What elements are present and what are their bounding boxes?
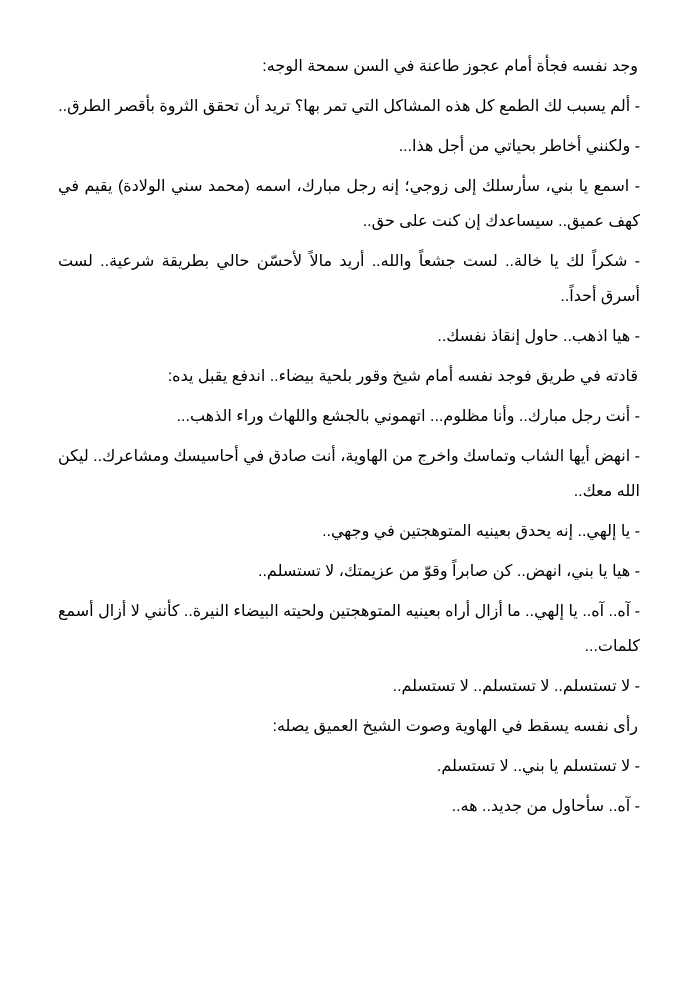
- paragraph-dialogue: - آه.. آه.. يا إلهي.. ما أزال أراه بعينيه المتوهجتين ولحيته البيضاء النيرة.. كأنني لا أزال أسمع كلمات...: [58, 603, 640, 655]
- paragraph-dialogue: - آه.. سأحاول من جديد.. هه..: [451, 798, 640, 815]
- paragraph-dialogue: - هيا يا بني، انهض.. كن صابراً وقوّ من عزيمتك، لا تستسلم..: [258, 563, 640, 580]
- document-page: [58, 49, 640, 824]
- paragraph-dialogue: - لا تستسلم يا بني.. لا تستسلم.: [436, 758, 640, 775]
- paragraph-dialogue: - ولكنني أخاطر بحياتي من أجل هذا...: [398, 138, 640, 155]
- paragraph-dialogue: - أنت رجل مبارك.. وأنا مظلوم... اتهموني بالجشع واللهاث وراء الذهب...: [176, 408, 640, 425]
- paragraph-narration: وجد نفسه فجأة أمام عجوز طاعنة في السن سمحة الوجه:: [262, 58, 638, 75]
- paragraph-dialogue: - لا تستسلم.. لا تستسلم.. لا تستسلم..: [392, 678, 640, 695]
- paragraph-narration: قادته في طريق فوجد نفسه أمام شيخ وقور بلحية بيضاء.. اندفع يقبل يده:: [167, 368, 638, 385]
- paragraph-dialogue: - هيا اذهب.. حاول إنقاذ نفسك..: [437, 328, 640, 345]
- paragraph-dialogue: - يا إلهي.. إنه يحدق بعينيه المتوهجتين في وجهي..: [322, 523, 640, 540]
- paragraph-narration: رأى نفسه يسقط في الهاوية وصوت الشيخ العميق يصله:: [272, 718, 638, 735]
- paragraph-dialogue: - شكراً لك يا خالة.. لست جشعاً والله.. أريد مالاً لأحسّن حالي بطريقة شرعية.. لست أسرق أحداً..: [58, 253, 641, 305]
- paragraph-dialogue: - ألم يسبب لك الطمع كل هذه المشاكل التي تمر بها؟ تريد أن تحقق الثروة بأقصر الطرق..: [58, 98, 640, 115]
- paragraph-dialogue: - انهض أيها الشاب وتماسك واخرج من الهاوية، أنت صادق في أحاسيسك ومشاعرك.. ليكن الله معك..: [58, 448, 640, 500]
- paragraph-dialogue: - اسمع يا بني، سأرسلك إلى زوجي؛ إنه رجل مبارك، اسمه (محمد سني الولادة) يقيم في كهف عميق.. سيساعدك إن كنت على حق..: [58, 178, 641, 230]
